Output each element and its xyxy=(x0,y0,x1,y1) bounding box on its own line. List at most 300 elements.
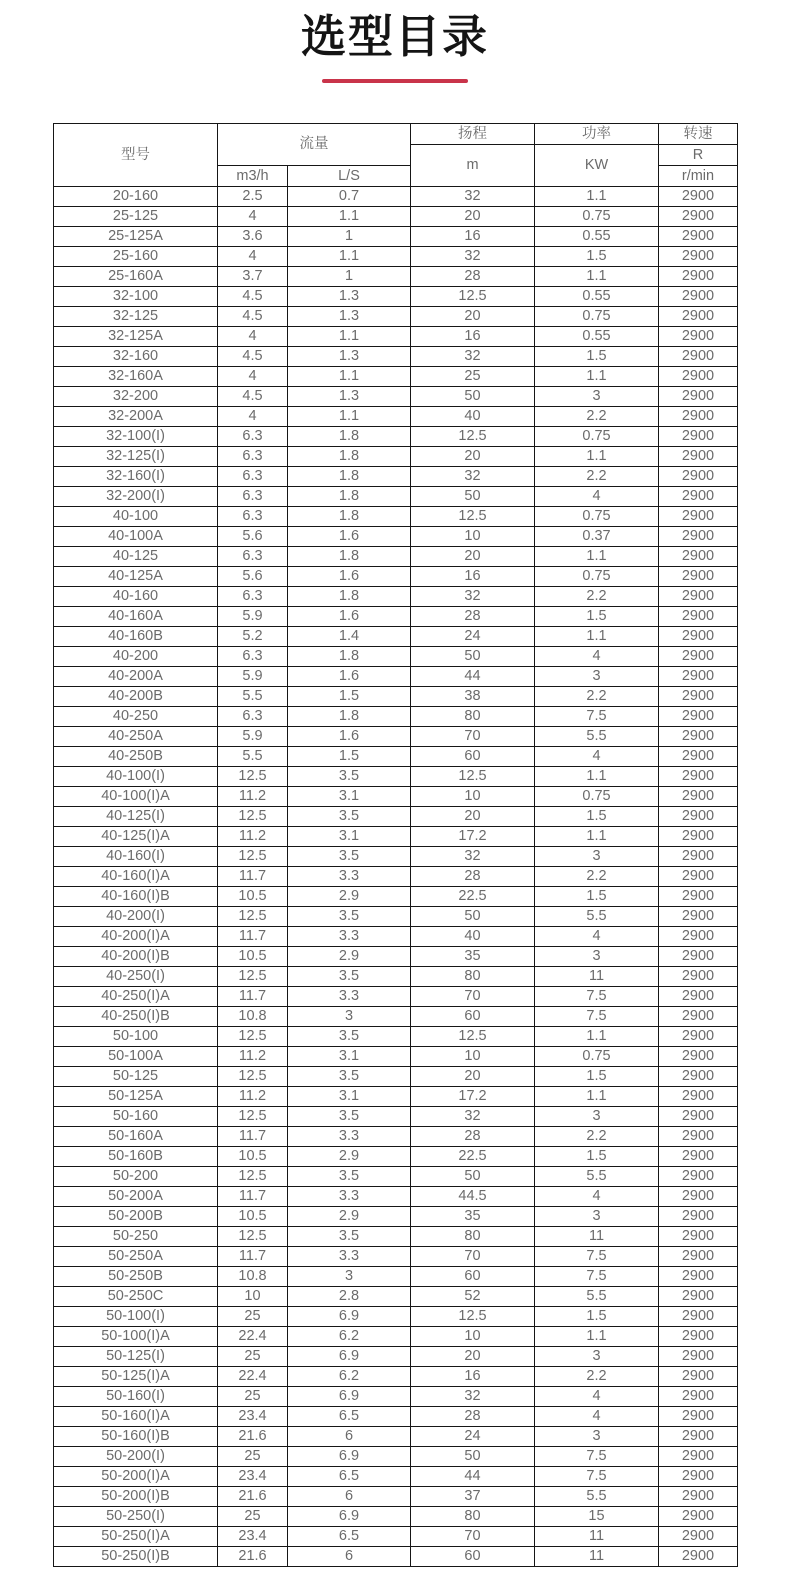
value-cell: 12.5 xyxy=(218,967,288,987)
value-cell: 10.8 xyxy=(218,1267,288,1287)
value-cell: 2.2 xyxy=(535,1127,659,1147)
model-cell: 40-100(I) xyxy=(54,767,218,787)
value-cell: 4 xyxy=(218,247,288,267)
value-cell: 6.3 xyxy=(218,707,288,727)
value-cell: 60 xyxy=(411,1547,535,1567)
title-divider xyxy=(322,79,468,83)
value-cell: 6 xyxy=(288,1487,411,1507)
value-cell: 2900 xyxy=(659,307,738,327)
model-cell: 32-160 xyxy=(54,347,218,367)
value-cell: 11 xyxy=(535,1527,659,1547)
table-body xyxy=(54,187,738,1567)
value-cell: 10 xyxy=(411,1047,535,1067)
table-row xyxy=(54,667,738,687)
table-row xyxy=(54,727,738,747)
value-cell: 20 xyxy=(411,207,535,227)
table-row xyxy=(54,587,738,607)
value-cell: 6.5 xyxy=(288,1527,411,1547)
value-cell: 6.3 xyxy=(218,547,288,567)
value-cell: 5.6 xyxy=(218,567,288,587)
value-cell: 4 xyxy=(535,747,659,767)
value-cell: 3.5 xyxy=(288,767,411,787)
value-cell: 1.3 xyxy=(288,347,411,367)
model-cell: 40-160(I)B xyxy=(54,887,218,907)
table-row xyxy=(54,1027,738,1047)
value-cell: 11.7 xyxy=(218,867,288,887)
value-cell: 11.2 xyxy=(218,827,288,847)
value-cell: 3.3 xyxy=(288,987,411,1007)
table-row xyxy=(54,427,738,447)
value-cell: 6.2 xyxy=(288,1367,411,1387)
value-cell: 1 xyxy=(288,227,411,247)
value-cell: 3.3 xyxy=(288,927,411,947)
table-row xyxy=(54,767,738,787)
value-cell: 20 xyxy=(411,447,535,467)
value-cell: 44 xyxy=(411,1467,535,1487)
model-cell: 50-200(I)B xyxy=(54,1487,218,1507)
value-cell: 1.3 xyxy=(288,307,411,327)
value-cell: 6.3 xyxy=(218,507,288,527)
table-row xyxy=(54,1407,738,1427)
model-cell: 40-160(I)A xyxy=(54,867,218,887)
value-cell: 4 xyxy=(218,367,288,387)
value-cell: 4.5 xyxy=(218,287,288,307)
table-row xyxy=(54,1447,738,1467)
table-row xyxy=(54,347,738,367)
model-cell: 50-160(I)A xyxy=(54,1407,218,1427)
value-cell: 12.5 xyxy=(411,287,535,307)
value-cell: 6.9 xyxy=(288,1507,411,1527)
value-cell: 40 xyxy=(411,407,535,427)
value-cell: 1.8 xyxy=(288,427,411,447)
value-cell: 2900 xyxy=(659,467,738,487)
value-cell: 3.5 xyxy=(288,1167,411,1187)
model-cell: 50-100(I)A xyxy=(54,1327,218,1347)
value-cell: 2900 xyxy=(659,1347,738,1367)
value-cell: 10 xyxy=(411,787,535,807)
value-cell: 80 xyxy=(411,967,535,987)
value-cell: 4 xyxy=(218,327,288,347)
value-cell: 5.9 xyxy=(218,727,288,747)
value-cell: 2900 xyxy=(659,687,738,707)
model-cell: 50-200(I)A xyxy=(54,1467,218,1487)
value-cell: 6.3 xyxy=(218,427,288,447)
value-cell: 3 xyxy=(535,1347,659,1367)
value-cell: 60 xyxy=(411,747,535,767)
value-cell: 10.5 xyxy=(218,1147,288,1167)
value-cell: 7.5 xyxy=(535,1267,659,1287)
model-cell: 50-100A xyxy=(54,1047,218,1067)
value-cell: 2900 xyxy=(659,327,738,347)
value-cell: 3 xyxy=(535,387,659,407)
value-cell: 1.1 xyxy=(288,367,411,387)
value-cell: 20 xyxy=(411,547,535,567)
value-cell: 44.5 xyxy=(411,1187,535,1207)
model-cell: 50-125 xyxy=(54,1067,218,1087)
model-cell: 25-160 xyxy=(54,247,218,267)
value-cell: 10 xyxy=(218,1287,288,1307)
table-row xyxy=(54,927,738,947)
value-cell: 12.5 xyxy=(218,767,288,787)
model-cell: 40-125A xyxy=(54,567,218,587)
model-cell: 40-100 xyxy=(54,507,218,527)
value-cell: 22.4 xyxy=(218,1327,288,1347)
value-cell: 1.6 xyxy=(288,607,411,627)
value-cell: 16 xyxy=(411,1367,535,1387)
value-cell: 1.1 xyxy=(535,767,659,787)
value-cell: 7.5 xyxy=(535,1007,659,1027)
value-cell: 1.5 xyxy=(535,807,659,827)
value-cell: 2900 xyxy=(659,1167,738,1187)
value-cell: 3 xyxy=(535,1207,659,1227)
header-power-unit: KW xyxy=(535,145,659,187)
value-cell: 2900 xyxy=(659,1367,738,1387)
value-cell: 37 xyxy=(411,1487,535,1507)
header-speed: 转速 xyxy=(659,124,738,145)
model-cell: 32-100(I) xyxy=(54,427,218,447)
value-cell: 2900 xyxy=(659,1267,738,1287)
table-row xyxy=(54,567,738,587)
value-cell: 2900 xyxy=(659,1447,738,1467)
value-cell: 24 xyxy=(411,1427,535,1447)
model-cell: 40-125(I) xyxy=(54,807,218,827)
model-cell: 40-200(I)A xyxy=(54,927,218,947)
model-cell: 32-200A xyxy=(54,407,218,427)
table-row xyxy=(54,1547,738,1567)
table-row xyxy=(54,887,738,907)
table-row xyxy=(54,747,738,767)
value-cell: 1.1 xyxy=(535,367,659,387)
value-cell: 21.6 xyxy=(218,1427,288,1447)
value-cell: 5.5 xyxy=(218,687,288,707)
value-cell: 25 xyxy=(411,367,535,387)
page-title: 选型目录 xyxy=(300,11,489,62)
model-cell: 25-125A xyxy=(54,227,218,247)
value-cell: 16 xyxy=(411,567,535,587)
value-cell: 10.5 xyxy=(218,947,288,967)
table-row xyxy=(54,987,738,1007)
value-cell: 3.3 xyxy=(288,1247,411,1267)
value-cell: 80 xyxy=(411,1507,535,1527)
value-cell: 70 xyxy=(411,1527,535,1547)
model-cell: 40-100A xyxy=(54,527,218,547)
value-cell: 25 xyxy=(218,1447,288,1467)
model-cell: 50-200B xyxy=(54,1207,218,1227)
table-row xyxy=(54,1007,738,1027)
table-row xyxy=(54,227,738,247)
model-cell: 25-125 xyxy=(54,207,218,227)
value-cell: 2900 xyxy=(659,447,738,467)
model-cell: 50-250A xyxy=(54,1247,218,1267)
value-cell: 1.5 xyxy=(535,607,659,627)
model-cell: 32-125A xyxy=(54,327,218,347)
value-cell: 4.5 xyxy=(218,347,288,367)
model-cell: 50-125(I)A xyxy=(54,1367,218,1387)
value-cell: 2900 xyxy=(659,507,738,527)
value-cell: 21.6 xyxy=(218,1547,288,1567)
value-cell: 2900 xyxy=(659,1147,738,1167)
value-cell: 11.7 xyxy=(218,1247,288,1267)
value-cell: 2900 xyxy=(659,827,738,847)
value-cell: 1.4 xyxy=(288,627,411,647)
model-cell: 40-250(I) xyxy=(54,967,218,987)
value-cell: 12.5 xyxy=(218,1067,288,1087)
value-cell: 3.3 xyxy=(288,1187,411,1207)
value-cell: 3.1 xyxy=(288,1087,411,1107)
header-model: 型号 xyxy=(54,124,218,187)
table-row xyxy=(54,1267,738,1287)
value-cell: 1.1 xyxy=(535,1327,659,1347)
value-cell: 1.1 xyxy=(288,207,411,227)
value-cell: 11.7 xyxy=(218,1127,288,1147)
table-row xyxy=(54,947,738,967)
value-cell: 38 xyxy=(411,687,535,707)
value-cell: 80 xyxy=(411,1227,535,1247)
value-cell: 6.3 xyxy=(218,447,288,467)
value-cell: 2.8 xyxy=(288,1287,411,1307)
value-cell: 2900 xyxy=(659,607,738,627)
value-cell: 3.5 xyxy=(288,847,411,867)
value-cell: 25 xyxy=(218,1507,288,1527)
value-cell: 3.1 xyxy=(288,827,411,847)
model-cell: 50-160B xyxy=(54,1147,218,1167)
value-cell: 5.5 xyxy=(218,747,288,767)
header-power: 功率 xyxy=(535,124,659,145)
value-cell: 2900 xyxy=(659,387,738,407)
value-cell: 10.5 xyxy=(218,1207,288,1227)
value-cell: 2900 xyxy=(659,847,738,867)
table-row xyxy=(54,307,738,327)
value-cell: 44 xyxy=(411,667,535,687)
header-head-unit: m xyxy=(411,145,535,187)
value-cell: 32 xyxy=(411,247,535,267)
value-cell: 6.5 xyxy=(288,1467,411,1487)
value-cell: 2900 xyxy=(659,1087,738,1107)
model-cell: 40-160 xyxy=(54,587,218,607)
value-cell: 1.6 xyxy=(288,527,411,547)
value-cell: 11.7 xyxy=(218,927,288,947)
value-cell: 22.4 xyxy=(218,1367,288,1387)
value-cell: 2900 xyxy=(659,767,738,787)
value-cell: 1.1 xyxy=(535,827,659,847)
value-cell: 35 xyxy=(411,947,535,967)
value-cell: 50 xyxy=(411,1167,535,1187)
model-cell: 32-200 xyxy=(54,387,218,407)
value-cell: 3.5 xyxy=(288,1027,411,1047)
value-cell: 2900 xyxy=(659,1547,738,1567)
table-row xyxy=(54,267,738,287)
table-row xyxy=(54,1167,738,1187)
value-cell: 6.3 xyxy=(218,467,288,487)
value-cell: 3 xyxy=(288,1267,411,1287)
model-cell: 40-160B xyxy=(54,627,218,647)
value-cell: 2.9 xyxy=(288,947,411,967)
table-row xyxy=(54,287,738,307)
value-cell: 2.2 xyxy=(535,407,659,427)
value-cell: 2900 xyxy=(659,527,738,547)
model-cell: 40-125(I)A xyxy=(54,827,218,847)
value-cell: 2.2 xyxy=(535,587,659,607)
value-cell: 1.1 xyxy=(535,1027,659,1047)
model-cell: 40-250(I)B xyxy=(54,1007,218,1027)
value-cell: 16 xyxy=(411,227,535,247)
model-cell: 50-125A xyxy=(54,1087,218,1107)
value-cell: 2900 xyxy=(659,407,738,427)
value-cell: 32 xyxy=(411,587,535,607)
model-cell: 50-160A xyxy=(54,1127,218,1147)
value-cell: 2900 xyxy=(659,1187,738,1207)
value-cell: 2900 xyxy=(659,227,738,247)
model-cell: 20-160 xyxy=(54,187,218,207)
model-cell: 40-250B xyxy=(54,747,218,767)
header-head: 扬程 xyxy=(411,124,535,145)
model-cell: 40-200 xyxy=(54,647,218,667)
value-cell: 1.8 xyxy=(288,707,411,727)
value-cell: 2900 xyxy=(659,587,738,607)
value-cell: 1.5 xyxy=(535,1307,659,1327)
header-speed-r: R xyxy=(659,145,738,166)
value-cell: 2900 xyxy=(659,1067,738,1087)
value-cell: 6.3 xyxy=(218,647,288,667)
value-cell: 70 xyxy=(411,1247,535,1267)
value-cell: 1.5 xyxy=(535,1147,659,1167)
value-cell: 2900 xyxy=(659,947,738,967)
value-cell: 12.5 xyxy=(218,907,288,927)
value-cell: 23.4 xyxy=(218,1527,288,1547)
value-cell: 2900 xyxy=(659,1047,738,1067)
value-cell: 2.9 xyxy=(288,887,411,907)
table-row xyxy=(54,1087,738,1107)
value-cell: 24 xyxy=(411,627,535,647)
value-cell: 3.5 xyxy=(288,1067,411,1087)
value-cell: 2900 xyxy=(659,207,738,227)
table-row xyxy=(54,207,738,227)
model-cell: 50-125(I) xyxy=(54,1347,218,1367)
model-cell: 40-200(I)B xyxy=(54,947,218,967)
table-row xyxy=(54,707,738,727)
value-cell: 12.5 xyxy=(218,1107,288,1127)
value-cell: 50 xyxy=(411,907,535,927)
value-cell: 1.5 xyxy=(535,887,659,907)
value-cell: 2900 xyxy=(659,867,738,887)
table-row xyxy=(54,1047,738,1067)
value-cell: 2.2 xyxy=(535,867,659,887)
table-row xyxy=(54,607,738,627)
value-cell: 1.8 xyxy=(288,507,411,527)
value-cell: 3.5 xyxy=(288,1107,411,1127)
value-cell: 4 xyxy=(535,1387,659,1407)
table-row xyxy=(54,627,738,647)
value-cell: 1.5 xyxy=(535,347,659,367)
value-cell: 2900 xyxy=(659,747,738,767)
value-cell: 2.2 xyxy=(535,687,659,707)
value-cell: 5.6 xyxy=(218,527,288,547)
value-cell: 2900 xyxy=(659,567,738,587)
value-cell: 2.9 xyxy=(288,1147,411,1167)
value-cell: 2900 xyxy=(659,367,738,387)
value-cell: 12.5 xyxy=(411,507,535,527)
table-header xyxy=(54,124,738,187)
value-cell: 7.5 xyxy=(535,1247,659,1267)
header-speed-unit: r/min xyxy=(659,166,738,187)
value-cell: 1.8 xyxy=(288,467,411,487)
table-row xyxy=(54,387,738,407)
value-cell: 2900 xyxy=(659,907,738,927)
value-cell: 0.75 xyxy=(535,787,659,807)
value-cell: 2900 xyxy=(659,987,738,1007)
value-cell: 11.2 xyxy=(218,1047,288,1067)
value-cell: 10 xyxy=(411,527,535,547)
value-cell: 50 xyxy=(411,1447,535,1467)
model-cell: 40-250(I)A xyxy=(54,987,218,1007)
value-cell: 11 xyxy=(535,1547,659,1567)
value-cell: 2900 xyxy=(659,1227,738,1247)
value-cell: 2900 xyxy=(659,707,738,727)
value-cell: 5.9 xyxy=(218,667,288,687)
value-cell: 11.2 xyxy=(218,787,288,807)
table-row xyxy=(54,687,738,707)
value-cell: 5.5 xyxy=(535,907,659,927)
table-row xyxy=(54,1507,738,1527)
value-cell: 2900 xyxy=(659,1487,738,1507)
value-cell: 20 xyxy=(411,1067,535,1087)
value-cell: 0.37 xyxy=(535,527,659,547)
model-cell: 40-160A xyxy=(54,607,218,627)
value-cell: 21.6 xyxy=(218,1487,288,1507)
value-cell: 0.55 xyxy=(535,327,659,347)
value-cell: 2900 xyxy=(659,627,738,647)
value-cell: 12.5 xyxy=(218,847,288,867)
table-row xyxy=(54,967,738,987)
value-cell: 1.1 xyxy=(535,267,659,287)
value-cell: 60 xyxy=(411,1007,535,1027)
table-row xyxy=(54,1187,738,1207)
value-cell: 1.5 xyxy=(535,1067,659,1087)
model-cell: 25-160A xyxy=(54,267,218,287)
value-cell: 4 xyxy=(218,407,288,427)
table-row xyxy=(54,1307,738,1327)
table-row xyxy=(54,1147,738,1167)
value-cell: 2900 xyxy=(659,487,738,507)
value-cell: 17.2 xyxy=(411,1087,535,1107)
value-cell: 0.75 xyxy=(535,427,659,447)
table-row xyxy=(54,447,738,467)
value-cell: 3 xyxy=(535,947,659,967)
value-cell: 3.1 xyxy=(288,787,411,807)
value-cell: 4 xyxy=(535,487,659,507)
table-row xyxy=(54,1287,738,1307)
model-cell: 50-160(I) xyxy=(54,1387,218,1407)
value-cell: 25 xyxy=(218,1347,288,1367)
value-cell: 1.8 xyxy=(288,547,411,567)
value-cell: 12.5 xyxy=(411,1307,535,1327)
value-cell: 2.2 xyxy=(535,467,659,487)
value-cell: 6.2 xyxy=(288,1327,411,1347)
value-cell: 1.1 xyxy=(535,447,659,467)
value-cell: 0.75 xyxy=(535,1047,659,1067)
value-cell: 0.75 xyxy=(535,307,659,327)
model-cell: 50-250(I) xyxy=(54,1507,218,1527)
value-cell: 11.7 xyxy=(218,987,288,1007)
table-row xyxy=(54,1247,738,1267)
value-cell: 2900 xyxy=(659,267,738,287)
value-cell: 2900 xyxy=(659,187,738,207)
value-cell: 2.9 xyxy=(288,1207,411,1227)
table-row xyxy=(54,1387,738,1407)
value-cell: 32 xyxy=(411,847,535,867)
value-cell: 20 xyxy=(411,307,535,327)
value-cell: 28 xyxy=(411,267,535,287)
